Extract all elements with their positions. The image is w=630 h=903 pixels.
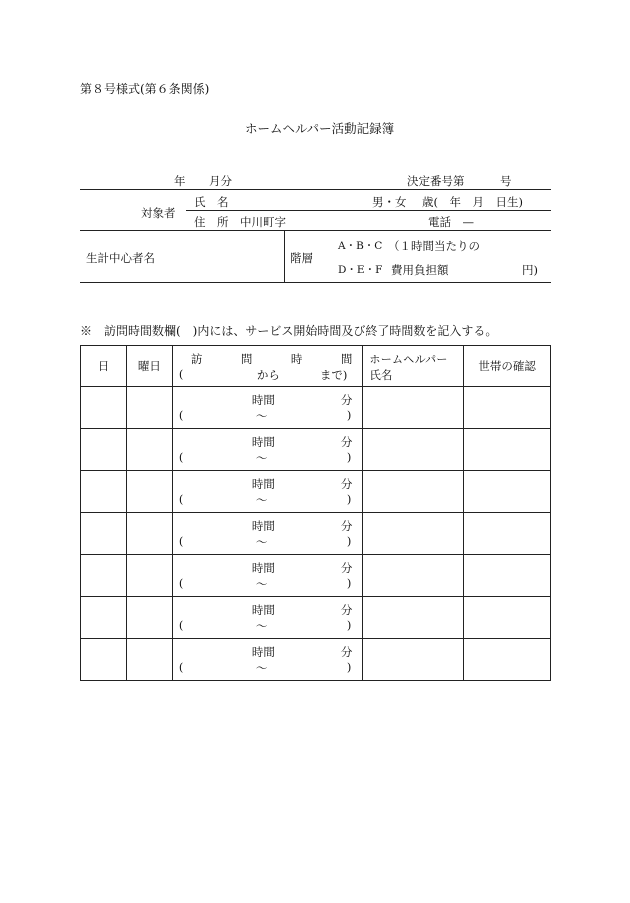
- time-tilde: ～: [255, 577, 268, 591]
- time-open-paren: (: [178, 576, 184, 590]
- cell-day[interactable]: [81, 555, 127, 597]
- cell-household-check[interactable]: [464, 597, 551, 639]
- time-close-paren: ): [346, 492, 352, 506]
- header-household-check: 世帯の確認: [464, 346, 551, 387]
- time-hours-label: 時間: [251, 393, 275, 407]
- cell-weekday[interactable]: [126, 597, 172, 639]
- subject-label: 対象者: [141, 206, 176, 220]
- cell-household-check[interactable]: [464, 555, 551, 597]
- cell-household-check[interactable]: [464, 471, 551, 513]
- name-label: 氏 名: [194, 195, 229, 209]
- helper-header-line-2: 氏名: [369, 368, 393, 382]
- time-tilde: ～: [255, 493, 268, 507]
- table-row: [81, 555, 551, 597]
- year-label: 年: [174, 174, 186, 188]
- table-row: [81, 387, 551, 429]
- time-close-paren: ): [346, 534, 352, 548]
- time-minutes-label: 分: [340, 561, 353, 575]
- age-label: 歳( 年 月 日生): [422, 195, 523, 209]
- cell-helper-name[interactable]: [363, 597, 464, 639]
- visit-char-1: 訪: [190, 352, 203, 366]
- time-open-paren: (: [178, 492, 184, 506]
- cell-visit-time[interactable]: [172, 555, 363, 597]
- cell-visit-time[interactable]: [172, 639, 363, 681]
- note-text: ※ 訪問時間数欄( )内には、サービス開始時間及び終了時間数を記入する。: [80, 324, 498, 338]
- time-open-paren: (: [178, 660, 184, 674]
- gender-label: 男・女: [372, 195, 407, 209]
- time-minutes-label: 分: [340, 435, 353, 449]
- time-minutes-label: 分: [340, 519, 353, 533]
- time-hours-label: 時間: [251, 435, 275, 449]
- time-close-paren: ): [346, 450, 352, 464]
- cell-visit-time[interactable]: [172, 387, 363, 429]
- address-label: 住 所 中川町字: [194, 215, 286, 229]
- cell-visit-time[interactable]: [172, 429, 363, 471]
- table-row: [81, 513, 551, 555]
- decision-number-suffix: 号: [500, 174, 512, 188]
- helper-header-line-1: ホームヘルパー: [369, 353, 448, 366]
- cell-household-check[interactable]: [464, 639, 551, 681]
- phone-label: 電話 —: [428, 215, 474, 229]
- cell-visit-time[interactable]: [172, 513, 363, 555]
- header-helper-name: [363, 346, 464, 387]
- cell-day[interactable]: [81, 513, 127, 555]
- cell-day[interactable]: [81, 597, 127, 639]
- time-hours-label: 時間: [251, 477, 275, 491]
- cell-visit-time[interactable]: [172, 597, 363, 639]
- time-hours-label: 時間: [251, 519, 275, 533]
- table-row: [81, 639, 551, 681]
- cell-weekday[interactable]: [126, 429, 172, 471]
- breadwinner-label: 生計中心者名: [86, 251, 155, 265]
- header-weekday: 曜日: [126, 346, 172, 387]
- table-row: [81, 471, 551, 513]
- time-tilde: ～: [255, 661, 268, 675]
- cell-day[interactable]: [81, 429, 127, 471]
- time-tilde: ～: [255, 535, 268, 549]
- time-open-paren: (: [178, 618, 184, 632]
- cell-weekday[interactable]: [126, 471, 172, 513]
- form-number: 第８号様式(第６条関係): [80, 82, 210, 96]
- cell-day[interactable]: [81, 387, 127, 429]
- time-close-paren: ): [346, 576, 352, 590]
- time-close-paren: ): [346, 408, 352, 422]
- visit-char-2: 問: [240, 352, 253, 366]
- cell-visit-time[interactable]: [172, 471, 363, 513]
- visit-from: から: [256, 368, 280, 382]
- cell-helper-name[interactable]: [363, 639, 464, 681]
- table-header-row: [81, 346, 551, 387]
- visit-char-4: 間: [340, 352, 353, 366]
- visit-log-table: [80, 345, 551, 681]
- decision-number-label: 決定番号第: [407, 174, 465, 188]
- cell-helper-name[interactable]: [363, 513, 464, 555]
- visit-open-paren: (: [178, 367, 184, 381]
- tier-label: 階層: [290, 251, 313, 265]
- cell-household-check[interactable]: [464, 387, 551, 429]
- cell-household-check[interactable]: [464, 513, 551, 555]
- header-day: 日: [81, 346, 127, 387]
- time-tilde: ～: [255, 409, 268, 423]
- cell-day[interactable]: [81, 639, 127, 681]
- cell-weekday[interactable]: [126, 387, 172, 429]
- cell-weekday[interactable]: [126, 513, 172, 555]
- time-close-paren: ): [346, 618, 352, 632]
- time-close-paren: ): [346, 660, 352, 674]
- time-minutes-label: 分: [340, 645, 353, 659]
- visit-char-3: 時: [290, 352, 303, 366]
- cost-line-1: （１時間当たりの: [388, 239, 480, 253]
- time-hours-label: 時間: [251, 645, 275, 659]
- cell-helper-name[interactable]: [363, 471, 464, 513]
- cell-helper-name[interactable]: [363, 387, 464, 429]
- time-minutes-label: 分: [340, 603, 353, 617]
- header-visit-time: [172, 346, 363, 387]
- time-hours-label: 時間: [251, 561, 275, 575]
- cell-weekday[interactable]: [126, 639, 172, 681]
- time-tilde: ～: [255, 451, 268, 465]
- cell-weekday[interactable]: [126, 555, 172, 597]
- time-hours-label: 時間: [251, 603, 275, 617]
- tier-abc: A・B・C: [338, 240, 383, 252]
- time-open-paren: (: [178, 408, 184, 422]
- cell-helper-name[interactable]: [363, 429, 464, 471]
- cell-day[interactable]: [81, 471, 127, 513]
- cell-household-check[interactable]: [464, 429, 551, 471]
- time-open-paren: (: [178, 450, 184, 464]
- cell-helper-name[interactable]: [363, 555, 464, 597]
- cost-unit: 円): [522, 263, 538, 277]
- tier-def: D・E・F: [338, 264, 383, 276]
- page-title: ホームヘルパー活動記録簿: [245, 121, 395, 136]
- visit-to: まで): [319, 368, 348, 382]
- table-row: [81, 429, 551, 471]
- time-tilde: ～: [255, 619, 268, 633]
- time-minutes-label: 分: [340, 393, 353, 407]
- table-row: [81, 597, 551, 639]
- cost-line-2: 費用負担額: [391, 263, 449, 277]
- month-label: 月分: [209, 174, 232, 188]
- time-minutes-label: 分: [340, 477, 353, 491]
- time-open-paren: (: [178, 534, 184, 548]
